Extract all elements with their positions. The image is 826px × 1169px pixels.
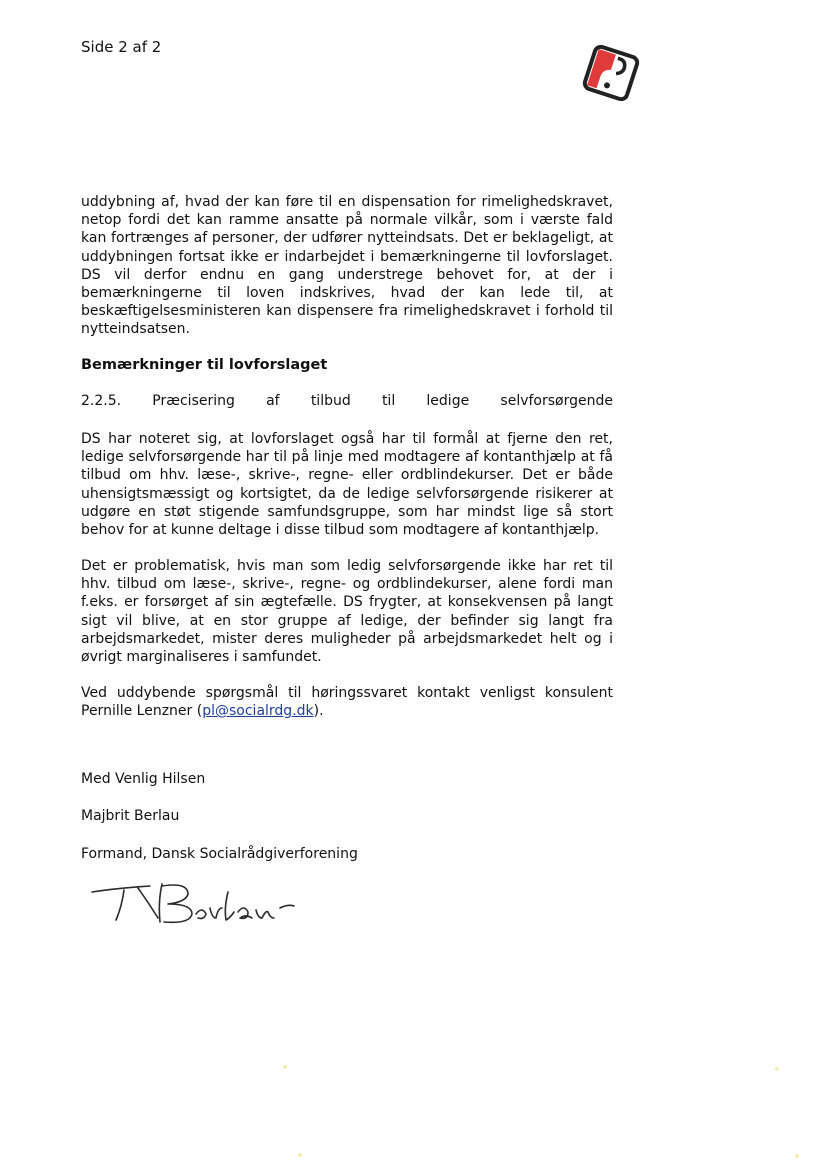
contact-text-end: ).	[313, 703, 324, 720]
contact-text: Ved uddybende spørgsmål til høringssvaret kontakt venligst konsulent Pernille Lenzner (	[81, 685, 613, 720]
paragraph-courses-right: DS har noteret sig, at lovforslaget også har til formål at fjerne den ret, ledige selvforsørgende har til på linje med modtagere af kontanthjælp at få tilbud om hhv. læse-, skrive-, regne- eller ordblindekurser. Det er både uhensigtsmæssigt og kortsigtet, da de ledige selvforsørgende risikerer at udgøre en støt stigende samfundsgruppe, som har mindst lige så stort behov for at kunne deltage i disse tilbud som modtagere af kontanthjælp.	[81, 431, 613, 539]
paragraph-problematic: Det er problematisk, hvis man som ledig selvforsørgende ikke har ret til hhv. tilbud om læse-, skrive-, regne- og ordblindekurser, alene fordi man f.eks. er forsørget af sin ægtefælle. DS frygter, at konsekvensen på langt sigt vil blive, at en stor gruppe af ledige, der befinder sig langt fra arbejdsmarkedet, mister deres muligheder på arbejdsmarkedet helt og i øvrigt marginaliseres i samfundet.	[81, 558, 613, 666]
subsection-number: 2.2.5.	[81, 393, 122, 409]
paragraph-dispensation: uddybning af, hvad der kan føre til en dispensation for rimelighedskravet, netop fordi det kan ramme ansatte på normale vilkår, som i værste fald kan fortrænges af personer, der udfører nytteindsats. Det er beklageligt, at uddybningen fortsat ikke er indarbejdet i bemærkningerne til lovforslaget. DS vil derfor endnu en gang understrege behovet for, at der i bemærkningerne til loven indskrives, hvad der kan lede til, at beskæftigelsesministeren kan dispensere fra rimelighedskravet i forhold til nytteindsatsen.	[81, 194, 613, 338]
subsection-title	[81, 393, 613, 409]
email-link[interactable]: pl@socialrdg.dk	[202, 703, 314, 720]
section-heading: Bemærkninger til lovforslaget	[81, 357, 328, 373]
paragraph-contact	[81, 684, 613, 720]
scan-speck	[775, 1067, 779, 1071]
scan-speck	[795, 1154, 799, 1158]
subsection-word: Præcisering	[152, 393, 235, 409]
organization-logo-icon	[580, 42, 642, 104]
signer-title: Formand, Dansk Socialrådgiverforening	[81, 846, 358, 862]
subsection-word: ledige	[426, 393, 470, 409]
scan-speck	[283, 1065, 287, 1069]
scan-speck	[298, 1153, 302, 1157]
subsection-word: til	[381, 393, 396, 409]
subsection-word: selvforsørgende	[500, 393, 613, 409]
subsection-word: af	[266, 393, 280, 409]
subsection-word: tilbud	[310, 393, 351, 409]
page-number: Side 2 af 2	[81, 38, 162, 56]
closing-greeting: Med Venlig Hilsen	[81, 771, 206, 787]
signer-name: Majbrit Berlau	[81, 808, 180, 824]
handwritten-signature	[88, 878, 320, 930]
